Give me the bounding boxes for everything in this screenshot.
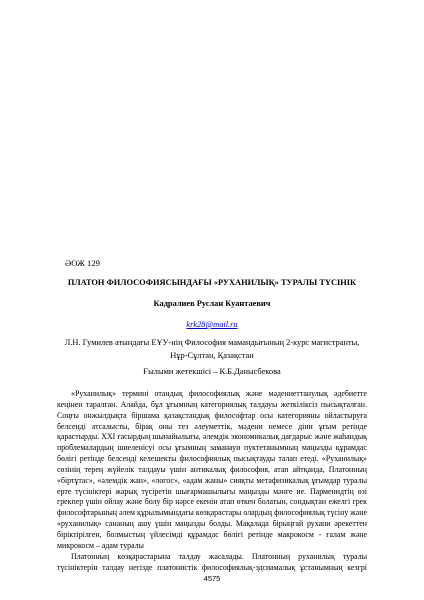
body-line: кеңінен таралған. Алайда, бұл ұғымның категориялық талдауы жеткіліксіз пысықталған.: [57, 399, 367, 409]
body-line: белсенді атсалысты, бірақ оны тез әлеуметтік, мәдени немесе діни ұғым ретінде: [57, 421, 367, 431]
body-line: философтарының әлем құрылымындағы көзқарастары олардың философиялық түсіну және: [57, 508, 367, 518]
body-line: Соңғы онжылдықта біршама қазақстандық философтар осы категорияны ойластыруға: [57, 410, 367, 420]
body-line: бөлігі ретінде белсенді келешекты философиялық пысықтауды талап етеді. «Руханилық»: [57, 454, 367, 464]
body-line: қарастырды. XXI ғасырдың шынайылығы, әлемдік экономикалық дағдарыс және жаһандық: [57, 432, 367, 442]
article-title: ПЛАТОН ФИЛОСОФИЯСЫНДАҒЫ «РУХАНИЛЫҚ» ТУРАЛЫ ТҮСІНІК: [67, 278, 357, 287]
author-email-line: [0, 320, 424, 330]
author-name: Кадралиев Руслан Куантаевич: [153, 299, 271, 308]
author-email-link[interactable]: krk28@mail.ru: [186, 320, 238, 329]
page-number: 4575: [203, 574, 221, 583]
body-line: микрокосм – адам туралы: [57, 540, 144, 550]
udk-code: ӘОЖ 129: [65, 258, 100, 268]
affiliation: [0, 337, 424, 362]
body-line: біріктірілген, болмыстың үйлесімді құрамдас бөлігі ретінде макрокосм - ғалам және: [57, 529, 367, 539]
affiliation-line: Нұр-Сұлтан, Қазақстан: [170, 350, 254, 360]
affiliation-line: Л.Н. Гумилев атындағы ЕҰУ-нің Философия мамандығының 2-курс магистранты,: [64, 338, 360, 347]
body-line: сөзінің терең жүйелік талдауы үшін антикалық философия, атап айтқанда, Платонның: [57, 464, 367, 474]
body-line: проблемалардың шиеленісуі осы ұғымның заманауи пуктетанымның маңызды құрамдас: [57, 443, 367, 453]
article-body: [57, 389, 367, 573]
body-line: «біртұтас», «әлемдік жан», «логос», «адам жаны» сияқты метафизикалық ұғымдар туралы: [57, 475, 367, 485]
body-line: грекпер үшін ойлау және болу бір нәрсе екенін атап өткен болатын, сондықтан ежелгі грек: [57, 497, 367, 507]
body-line: ерте түсініктері жарық түсіретін шығармашылығы маңызды мәнге ие. Парменидтің өзі: [57, 486, 367, 496]
body-line: «руханилық» сананың ашу үшін маңызды болды. Мақалада бірыңғай рухани әрекеттен: [57, 519, 367, 529]
body-line: «Руханилық» термині отандық философиялық және мәдениеттанулық әдебиетте: [71, 389, 367, 398]
scientific-advisor: Ғылыми жетекшісі – К.Б.Данысбекова: [143, 367, 281, 376]
body-line: түсініктерін талдау негізде платонистік философиялық-эдсиамалық ұстанымның кезгрі: [57, 562, 367, 572]
body-line: Платонның көзқарастарына талдау жасалады. Платонның руханилық туралы: [71, 551, 367, 561]
